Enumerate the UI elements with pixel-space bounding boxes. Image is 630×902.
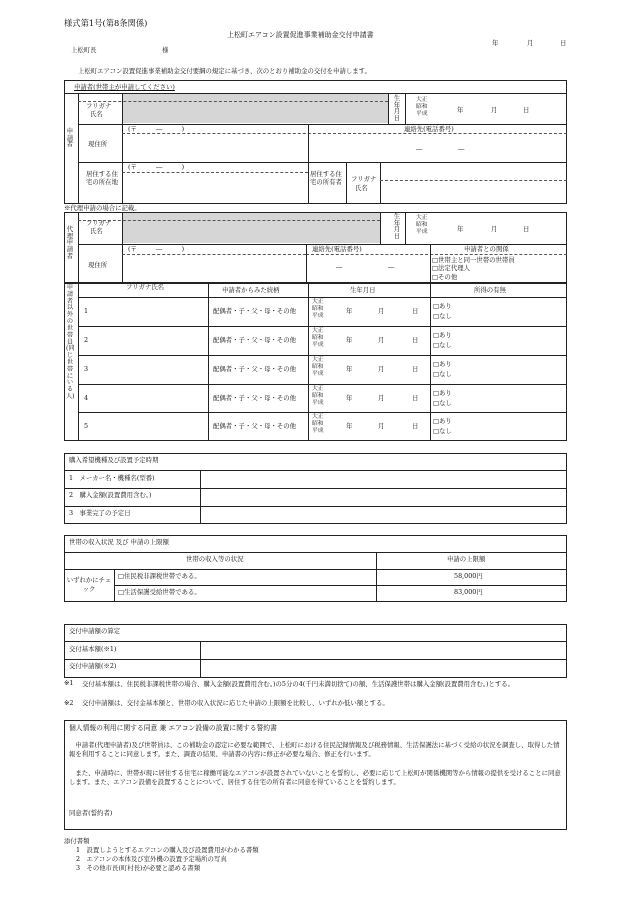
calc-inputs[interactable] (201, 642, 566, 677)
purchase-inputs[interactable] (201, 471, 566, 523)
household-row-relation[interactable]: 配偶者・子・父・母・その他 (213, 394, 297, 402)
household-birth-month: 月 (378, 394, 385, 402)
proxy-era-taisho: 大正 (416, 215, 428, 221)
proxy-relation-other[interactable]: □その他 (432, 272, 458, 281)
household-era-showa: 昭和 (312, 334, 324, 341)
household-era-showa: 昭和 (312, 420, 324, 427)
consent-signer-label: 同意者(誓約者) (69, 809, 113, 817)
applicant-era-taisho: 大正 (416, 97, 428, 103)
consent-paragraph2: また、申請時に、世帯が現に居住する住宅に稼働可能なエアコンが設置されていないことを誓約し、必要に応じて上松町が関係機関等から情報の提供を受けることに同意します。また、エアコン設備を設置することについて、居住する住宅の所有者に同意を得ていることを誓約します。 (69, 769, 561, 787)
household-birth-day: 日 (412, 422, 419, 430)
intro-text: 上松町エアコン設置促進事業補助金交付要綱の規定に基づき、次のとおり補助金の交付を申請します。 (78, 67, 371, 75)
owner-name-label: 氏名 (355, 184, 368, 192)
household-birth-day: 日 (412, 307, 419, 315)
applicant-birth-month: 月 (491, 106, 498, 114)
owner-label: 居住する住宅の所有者 (310, 170, 342, 186)
income-amount-nontaxable: 58,000円 (454, 572, 483, 580)
household-row-number: 2 (84, 336, 89, 344)
applicant-phone-dash1: ― (416, 145, 423, 153)
purchase-item-price: 2 購入金額(設置費用含む。) (69, 491, 152, 499)
household-col-name: フリガナ氏名 (125, 283, 165, 291)
applicant-era-heisei: 平成 (416, 110, 428, 117)
calc-title: 交付申請額の算定 (69, 627, 121, 635)
attachment-item-1: 1 設置しようとするエアコンの購入及び設置費用がわかる書類 (76, 846, 259, 854)
proxy-birth-year: 年 (457, 225, 464, 233)
household-birth-month: 月 (378, 422, 385, 430)
purchase-title: 購入希望機種及び設置予定時期 (69, 456, 159, 464)
form-title: 上松町エアコン設置促進事業補助金交付申請書 (227, 31, 374, 39)
attachments-title: 添付書類 (64, 837, 90, 845)
proxy-phone-dash1: ― (336, 263, 343, 271)
household-era-heisei: 平成 (312, 427, 324, 434)
note1-text: 交付基本額は、住民税非課税世帯の場合、購入金額(設置費用含む。)の5分の4(千円未満切捨て)の額、生活保護世帯は購入金額(設置費用含む。)とする。 (82, 680, 515, 688)
household-era-showa: 昭和 (312, 363, 324, 370)
income-row-nontaxable[interactable]: □住民税非課税世帯である。 (118, 572, 201, 580)
household-row-relation[interactable]: 配偶者・子・父・母・その他 (213, 336, 297, 344)
date-day: 日 (560, 39, 567, 47)
note1-mark: ※1 (64, 679, 74, 687)
household-era-taisho: 大正 (312, 299, 324, 305)
household-row-relation[interactable]: 配偶者・子・父・母・その他 (213, 422, 297, 430)
household-era-heisei: 平成 (312, 312, 324, 319)
household-row-number: 1 (84, 307, 89, 315)
household-birth-year: 年 (346, 307, 353, 315)
household-era-taisho: 大正 (312, 386, 324, 392)
note2-text: 交付申請額は、交付金基本額と、世帯の収入状況に応じた申請の上限額を比較し、いずれか低い額とする。 (82, 699, 389, 707)
proxy-relation-header: 申請者との関係 (464, 245, 509, 253)
household-era-heisei: 平成 (312, 399, 324, 406)
applicant-header: 申請者(世帯主が申請してください) (74, 83, 175, 91)
applicant-birth-label: 生年月日 (393, 94, 401, 123)
consent-title: 個人情報の利用に関する同意 兼 エアコン設備の設置に関する誓約書 (69, 724, 277, 732)
household-birth-day: 日 (412, 336, 419, 344)
household-row-number: 4 (84, 394, 89, 402)
income-row-welfare[interactable]: □生活保護受給世帯である。 (118, 588, 201, 596)
household-col-birth: 生年月日 (350, 286, 376, 294)
household-income-yes[interactable]: □あり (433, 360, 452, 368)
proxy-address-label: 現住所 (88, 261, 108, 269)
income-amount-welfare: 83,000円 (454, 588, 483, 596)
applicant-birth-day: 日 (523, 106, 530, 114)
income-col-limit: 申請の上限額 (447, 555, 486, 563)
applicant-address-label: 現住所 (88, 140, 108, 148)
household-income-no[interactable]: □なし (433, 398, 452, 407)
calc-basic-label: 交付基本額(※1) (69, 645, 117, 653)
household-row-number: 3 (84, 365, 89, 373)
applicant-era-showa: 昭和 (416, 103, 428, 110)
proxy-postal: (〒 ― ) (128, 245, 185, 253)
proxy-phone-dash2: ― (388, 263, 395, 271)
household-income-yes[interactable]: □あり (433, 302, 452, 310)
household-birth-day: 日 (412, 394, 419, 402)
proxy-contact-label: 連絡先(電話番号) (312, 245, 362, 253)
applicant-phone-dash2: ― (458, 145, 465, 153)
household-era-heisei: 平成 (312, 341, 324, 348)
attachment-item-2: 2 エアコンの本体及び室外機の設置予定場所の写真 (76, 855, 227, 863)
income-check-label: いずれかにチェック (66, 576, 112, 593)
proxy-side-label: 代理申請者 (66, 225, 74, 260)
date-year: 年 (492, 39, 499, 47)
household-col-relation: 申請者からみた続柄 (222, 286, 280, 294)
residence-label: 居住する住宅の所在地 (86, 170, 118, 186)
income-title: 世帯の収入状況 及び 申請の上限額 (69, 538, 169, 546)
household-row-relation[interactable]: 配偶者・子・父・母・その他 (213, 307, 297, 315)
household-era-taisho: 大正 (312, 414, 324, 420)
owner-furigana-label: フリガナ (351, 175, 377, 183)
proxy-birth-label: 生年月日 (393, 212, 401, 241)
purchase-item-model: 1 メーカー名・機種名(型番) (69, 474, 155, 482)
household-era-heisei: 平成 (312, 370, 324, 377)
proxy-relation-household[interactable]: □世帯主と同一世帯の世帯員 (432, 256, 515, 264)
household-row-relation[interactable]: 配偶者・子・父・母・その他 (213, 365, 297, 373)
household-side-label: 申請者以外の世帯員(同じ世帯にいる人) (66, 284, 75, 400)
household-row-number: 5 (84, 422, 89, 430)
household-era-taisho: 大正 (312, 357, 324, 363)
applicant-contact-label: 連絡先(電話番号) (404, 125, 454, 133)
form-number: 様式第1号(第8条関係) (64, 18, 148, 28)
applicant-side-label: 申請者 (66, 127, 74, 149)
applicant-birth-year: 年 (457, 106, 464, 114)
note2-mark: ※2 (64, 699, 74, 707)
proxy-birth-month: 月 (491, 225, 498, 233)
household-era-showa: 昭和 (312, 305, 324, 312)
proxy-note: ※代理申請の場合に記載。 (64, 204, 141, 212)
attachment-item-3: 3 その他市長(町村長)が必要と認める書類 (76, 864, 201, 872)
consent-paragraph1: 申請者(代理申請者)及び世帯員は、この補助金の認定に必要な範囲で、上松町における住民記録情報及び税務情報、生活保護法に基づく受給の状況を調査し、取得した情報を利用することに同意します。また、調査の結果、申請書の内容に修正が必要な場合、修正を行います。 (69, 741, 560, 759)
proxy-relation-legal[interactable]: □法定代理人 (432, 264, 470, 273)
proxy-name-field[interactable] (123, 213, 380, 243)
proxy-birth-day: 日 (523, 225, 530, 233)
income-col-status: 世帯の収入等の状況 (186, 555, 244, 563)
calc-request-label: 交付申請額(※2) (69, 662, 117, 670)
applicant-name-field[interactable] (123, 94, 388, 123)
household-birth-month: 月 (378, 336, 385, 344)
proxy-era-showa: 昭和 (416, 221, 428, 228)
household-income-yes[interactable]: □あり (433, 417, 452, 425)
applicant-postal: (〒 ― ) (128, 125, 185, 133)
household-income-no[interactable]: □なし (433, 369, 452, 378)
applicant-furigana-label: フリガナ (86, 102, 112, 110)
household-income-yes[interactable]: □あり (433, 389, 452, 397)
addressee-sama: 様 (162, 46, 169, 54)
household-era-showa: 昭和 (312, 392, 324, 399)
household-era-taisho: 大正 (312, 328, 324, 334)
purchase-item-completion: 3 事業完了の予定日 (69, 509, 131, 517)
household-birth-month: 月 (378, 365, 385, 373)
household-col-income: 所得の有無 (474, 286, 506, 294)
household-birth-year: 年 (346, 422, 353, 430)
household-birth-year: 年 (346, 394, 353, 402)
addressee-mayor: 上松町長 (71, 46, 97, 54)
residence-postal: (〒 ― ) (128, 163, 185, 171)
household-income-no[interactable]: □なし (433, 340, 452, 349)
proxy-name-label: 氏名 (90, 227, 103, 235)
household-birth-day: 日 (412, 365, 419, 373)
household-income-yes[interactable]: □あり (433, 331, 452, 339)
proxy-era-heisei: 平成 (416, 228, 428, 235)
proxy-furigana-label: フリガナ (86, 219, 112, 227)
applicant-name-label: 氏名 (90, 110, 103, 118)
household-birth-year: 年 (346, 365, 353, 373)
date-month: 月 (527, 39, 534, 47)
household-birth-year: 年 (346, 336, 353, 344)
household-income-no[interactable]: □なし (433, 311, 452, 320)
household-income-no[interactable]: □なし (433, 426, 452, 435)
household-birth-month: 月 (378, 307, 385, 315)
